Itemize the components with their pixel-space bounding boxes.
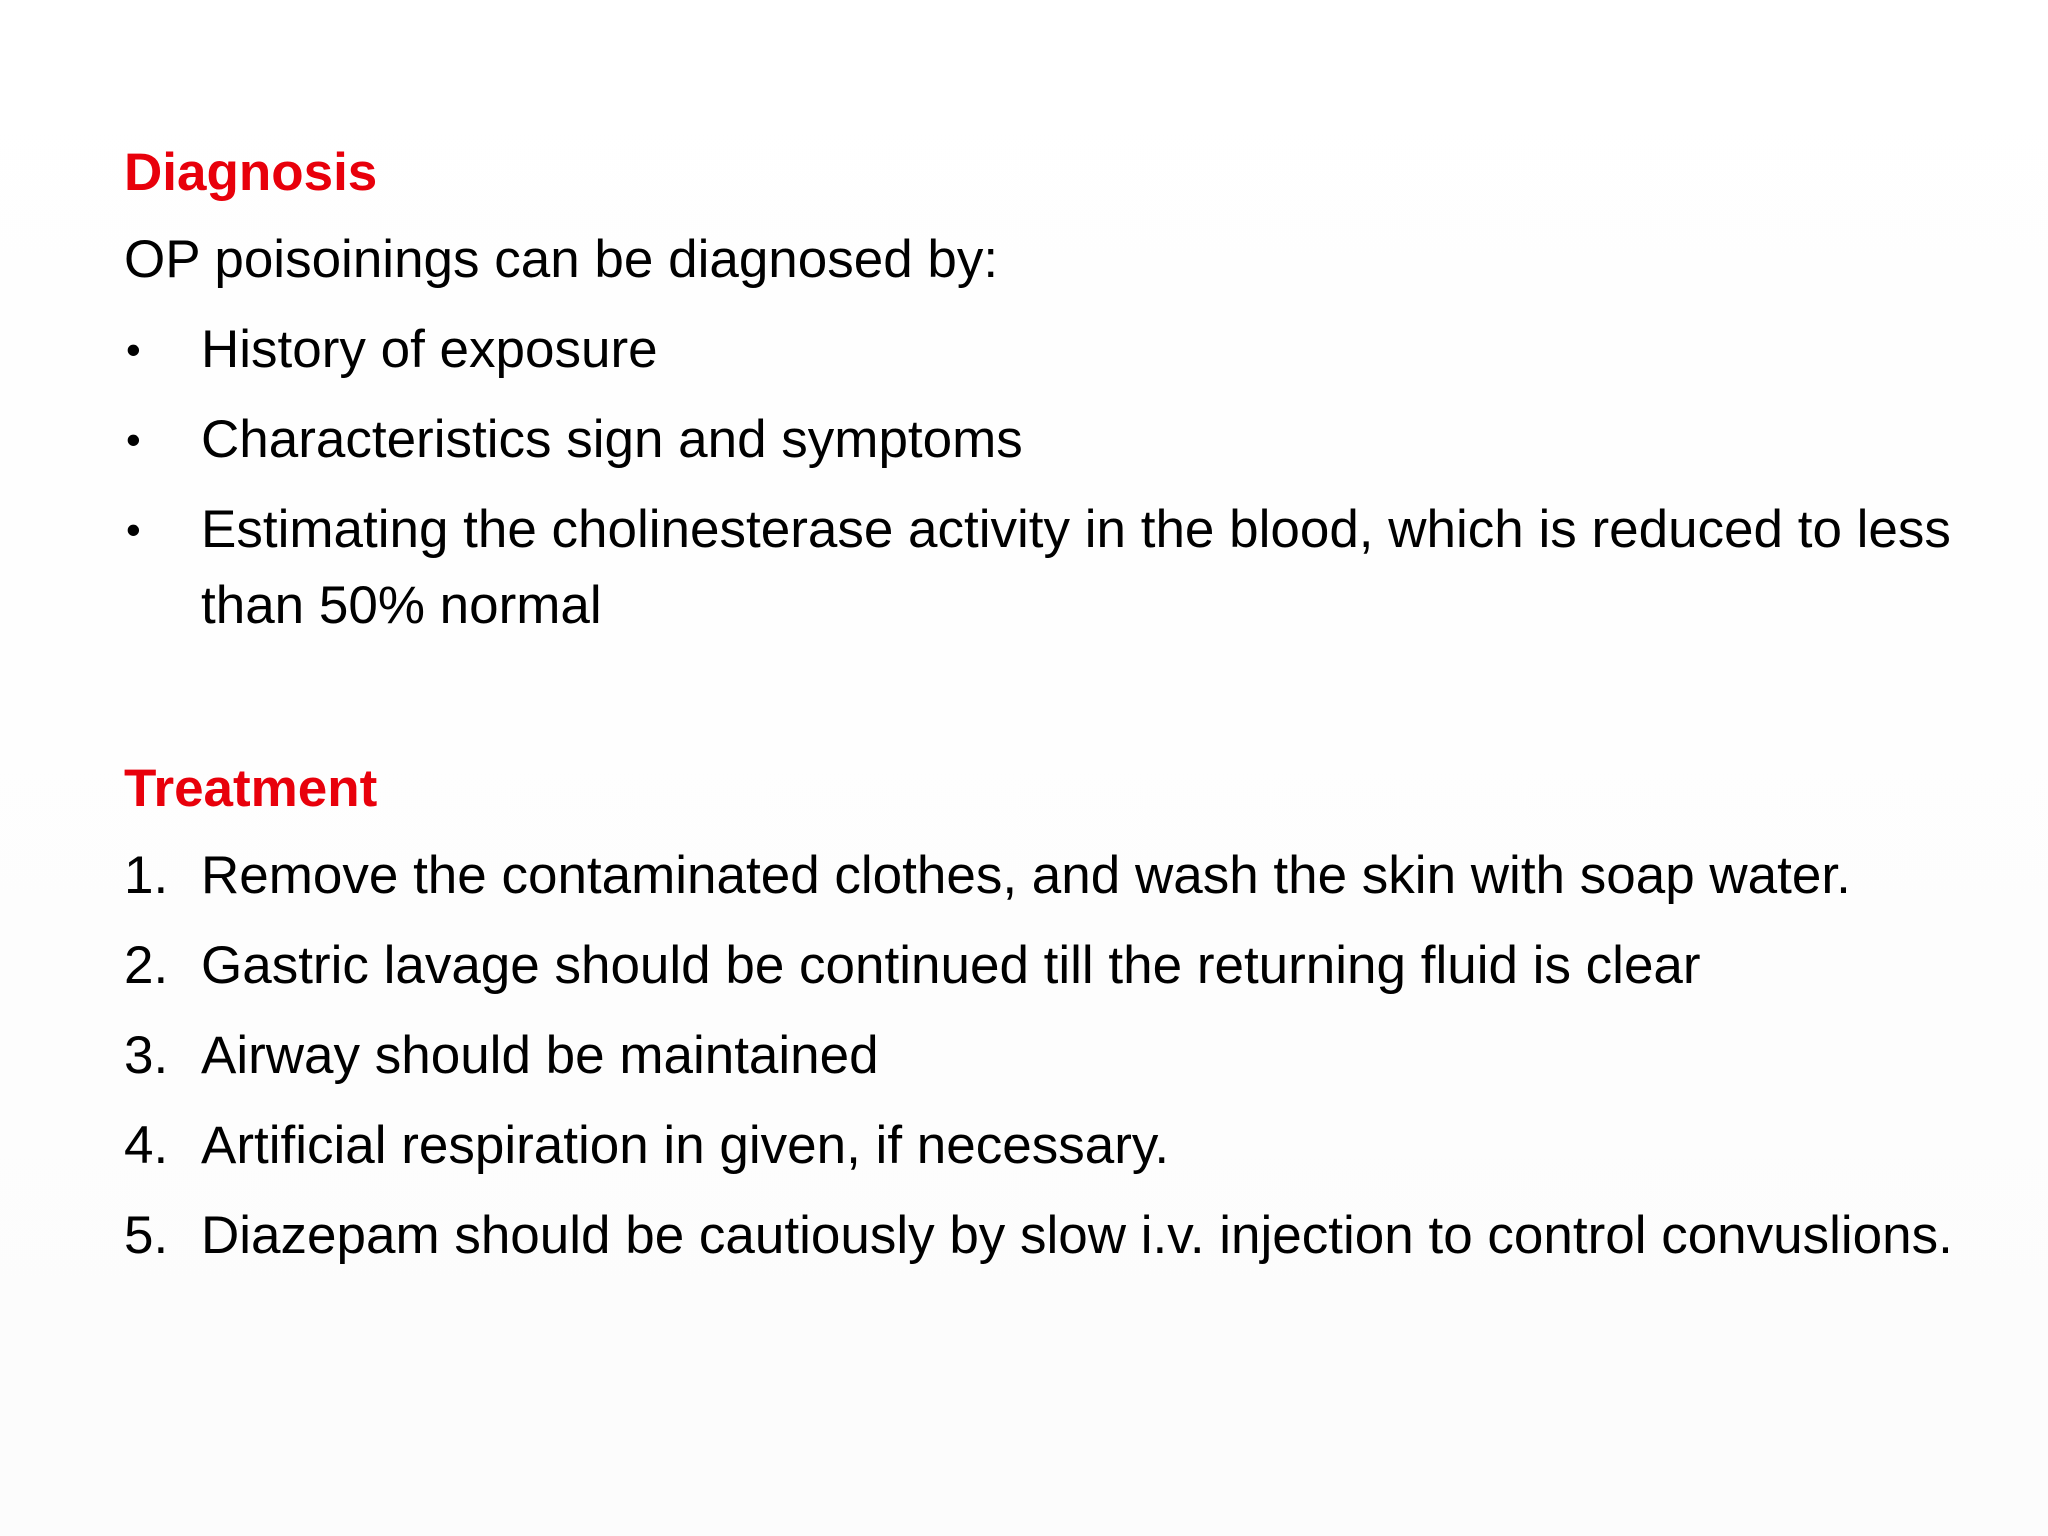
diagnosis-list-item bbox=[124, 402, 2004, 478]
treatment-item-text: Airway should be maintained bbox=[201, 1026, 879, 1085]
treatment-item-text: Diazepam should be cautiously by slow i.v. injection to control convuslions. bbox=[201, 1206, 1953, 1265]
treatment-list bbox=[124, 838, 2004, 1274]
bullet-icon: • bbox=[126, 326, 141, 373]
treatment-list-item bbox=[124, 1108, 2004, 1184]
bullet-icon: • bbox=[126, 506, 141, 553]
slide-content bbox=[124, 138, 2004, 1274]
treatment-list-item bbox=[124, 838, 2004, 914]
treatment-list-item bbox=[124, 928, 2004, 1004]
step-number: 1. bbox=[124, 846, 169, 905]
diagnosis-item-text: History of exposure bbox=[201, 320, 658, 379]
diagnosis-list bbox=[124, 312, 2004, 644]
step-number: 3. bbox=[124, 1026, 169, 1085]
step-number: 4. bbox=[124, 1116, 169, 1175]
treatment-item-text: Remove the contaminated clothes, and wash the skin with soap water. bbox=[201, 846, 1851, 905]
step-number: 5. bbox=[124, 1206, 169, 1265]
diagnosis-intro: OP poisoinings can be diagnosed by: bbox=[124, 230, 999, 289]
bullet-icon: • bbox=[126, 416, 141, 463]
diagnosis-list-item bbox=[124, 312, 2004, 388]
diagnosis-item-text: Characteristics sign and symptoms bbox=[201, 410, 1023, 469]
treatment-list-item bbox=[124, 1018, 2004, 1094]
diagnosis-item-text: Estimating the cholinesterase activity in the blood, which is reduced to less than 50% normal bbox=[201, 500, 1951, 635]
treatment-list-item bbox=[124, 1198, 2004, 1274]
section-spacer bbox=[124, 644, 2004, 754]
diagnosis-list-item bbox=[124, 492, 2004, 644]
diagnosis-heading: Diagnosis bbox=[124, 143, 378, 202]
treatment-item-text: Artificial respiration in given, if necessary. bbox=[201, 1116, 1170, 1175]
step-number: 2. bbox=[124, 936, 169, 995]
treatment-item-text: Gastric lavage should be continued till the returning fluid is clear bbox=[201, 936, 1701, 995]
treatment-heading: Treatment bbox=[124, 759, 378, 818]
